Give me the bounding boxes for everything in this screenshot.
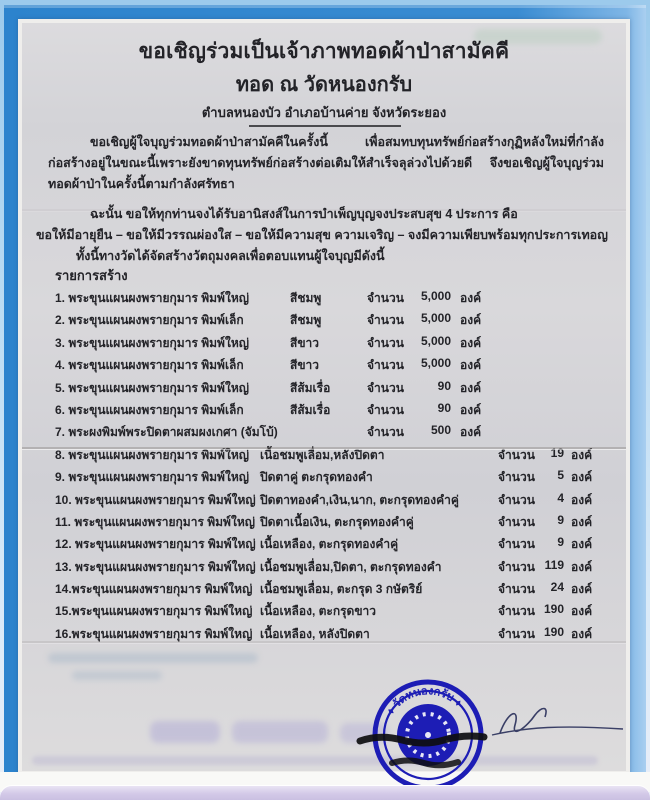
item-amount-label: จำนวน xyxy=(498,514,535,529)
item-amount-label: จำนวน xyxy=(498,559,535,574)
item-amount-label: จำนวน xyxy=(367,380,404,395)
bleedthrough-handwriting xyxy=(48,653,258,663)
list-item xyxy=(22,309,626,331)
item-description: สีส้มเรื่อ xyxy=(290,380,331,395)
item-label: 4. พระขุนแผนผงพรายกุมาร พิมพ์เล็ก xyxy=(55,358,244,373)
blessing-line-2: ขอให้มีอายุยืน – ขอให้มีวรรณผ่องใส – ขอให้มีความสุข ความเจริญ – จงมีความเพียบพร้อมทุกประการเทอญ xyxy=(36,228,608,242)
item-unit: องค์ xyxy=(571,582,593,597)
item-label: 15.พระขุนแผนผงพรายกุมาร พิมพ์ใหญ่ xyxy=(55,604,253,619)
item-quantity: 190 xyxy=(543,624,564,639)
item-quantity: 4 xyxy=(557,490,564,505)
item-amount-label: จำนวน xyxy=(367,313,404,328)
item-description: สีขาว xyxy=(290,335,320,350)
item-quantity: 190 xyxy=(543,602,564,617)
item-unit: องค์ xyxy=(571,514,593,529)
item-description: สีชมพู xyxy=(290,291,322,305)
intro-paragraph: ขอเชิญผู้ใจบุญร่วมทอดผ้าป่าสามัคคีในครั้งนี้ เพื่อสมทบทุนทรัพย์ก่อสร้างกุฏิหลังใหม่ที่กำลังก่อสร้างอยู่ในขณะนี้เพราะยังขาดทุนทรัพย์ก่อสร้างต่อเติมให้สำเร็จลุล่วงไปด้วยดี จึงขอเชิญผู้ใจบุญร่วมทอดผ้าป่าในครั้งนี้ตามกำลังศรัทธา xyxy=(48,135,604,191)
item-quantity: 5,000 xyxy=(420,333,451,348)
bleedthrough-text xyxy=(150,721,220,743)
item-amount-label: จำนวน xyxy=(367,358,404,373)
list-item xyxy=(22,556,626,578)
item-label: 12. พระขุนแผนผงพรายกุมาร พิมพ์ใหญ่ xyxy=(55,537,256,552)
item-label: 14.พระขุนแผนผงพรายกุมาร พิมพ์ใหญ่ xyxy=(55,582,253,597)
blessing-line-3: ทั้งนี้ทางวัดได้จัดสร้างวัตถุมงคลเพื่อตอบแทนผู้ใจบุญมีดังนี้ xyxy=(76,249,385,263)
signature-line xyxy=(492,727,623,735)
document-title: ขอเชิญร่วมเป็นเจ้าภาพทอดผ้าป่าสามัคคี xyxy=(138,40,510,63)
item-label: 9. พระขุนแผนผงพรายกุมาร พิมพ์ใหญ่ xyxy=(55,470,249,485)
item-label: 16.พระขุนแผนผงพรายกุมาร พิมพ์ใหญ่ xyxy=(55,626,253,641)
item-description: สีชมพู xyxy=(290,313,322,328)
item-unit: องค์ xyxy=(460,291,482,305)
signature-overlay xyxy=(342,653,626,800)
item-unit: องค์ xyxy=(571,626,593,641)
item-description: เนื้อชมพูเลื่อม,ปิดตา, ตะกรุดทองคำ xyxy=(260,559,442,574)
item-label: 10. พระขุนแผนผงพรายกุมาร พิมพ์ใหญ่ xyxy=(55,492,256,507)
list-item xyxy=(22,466,626,488)
item-description: ปิดตาเนื้อเงิน, ตะกรุดทองคำคู่ xyxy=(260,514,414,529)
item-label: 7. พระผงพิมพ์พระปิดตาผสมผงเกศา (จัมโบ้) xyxy=(55,425,278,440)
bottom-lavender-band xyxy=(0,786,650,800)
item-description: ปิดตาทองคำ,เงิน,นาก, ตะกรุดทองคำคู่ xyxy=(260,492,459,507)
paper-crease xyxy=(22,447,626,449)
item-label: 2. พระขุนแผนผงพรายกุมาร พิมพ์เล็ก xyxy=(55,313,244,328)
item-quantity: 5 xyxy=(557,468,564,483)
item-unit: องค์ xyxy=(460,425,482,440)
item-unit: องค์ xyxy=(460,335,482,350)
item-amount-label: จำนวน xyxy=(367,402,404,417)
item-amount-label: จำนวน xyxy=(498,604,535,619)
item-unit: องค์ xyxy=(460,358,482,373)
title-divider-line xyxy=(249,125,401,127)
list-item xyxy=(22,533,626,555)
item-unit: องค์ xyxy=(571,537,593,552)
document-paper xyxy=(22,23,626,771)
item-label: 3. พระขุนแผนผงพรายกุมาร พิมพ์ใหญ่ xyxy=(55,335,249,350)
list-item xyxy=(22,489,626,511)
list-item xyxy=(22,377,626,399)
amulet-list xyxy=(22,287,626,645)
item-unit: องค์ xyxy=(460,380,482,395)
stamp-temple-name: ♦ วัดหนองกรับ ♦ xyxy=(384,685,465,718)
item-label: 1. พระขุนแผนผงพรายกุมาร พิมพ์ใหญ่ xyxy=(55,291,249,305)
item-quantity: 119 xyxy=(544,557,564,572)
item-label: 11. พระขุนแผนผงพรายกุมาร พิมพ์ใหญ่ xyxy=(55,514,255,529)
item-amount-label: จำนวน xyxy=(498,447,535,462)
item-amount-label: จำนวน xyxy=(498,492,535,507)
item-amount-label: จำนวน xyxy=(367,291,404,305)
item-amount-label: จำนวน xyxy=(498,626,535,641)
item-label: 5. พระขุนแผนผงพรายกุมาร พิมพ์ใหญ่ xyxy=(55,380,249,395)
item-amount-label: จำนวน xyxy=(498,537,535,552)
item-quantity: 90 xyxy=(437,378,451,393)
document-subtitle: ทอด ณ วัดหนองกรับ xyxy=(235,74,413,96)
stamped-name-text xyxy=(360,736,484,743)
item-label: 6. พระขุนแผนผงพรายกุมาร พิมพ์เล็ก xyxy=(55,402,244,417)
list-item xyxy=(22,354,626,376)
item-description: สีส้มเรื่อ xyxy=(290,402,331,417)
item-amount-label: จำนวน xyxy=(498,582,535,597)
bleedthrough-text xyxy=(232,721,328,743)
item-amount-label: จำนวน xyxy=(498,470,535,485)
item-description: เนื้อเหลือง, หลังปิดตา xyxy=(260,626,370,641)
list-item xyxy=(22,332,626,354)
item-unit: องค์ xyxy=(571,604,593,619)
paper-crease xyxy=(22,641,626,643)
item-unit: องค์ xyxy=(571,447,593,462)
item-quantity: 9 xyxy=(557,512,564,527)
list-item xyxy=(22,421,626,443)
item-quantity: 5,000 xyxy=(420,289,451,303)
item-description: เนื้อเหลือง, ตะกรุดขาว xyxy=(260,604,377,619)
item-description: สีขาว xyxy=(290,358,320,373)
item-quantity: 90 xyxy=(437,400,451,415)
item-unit: องค์ xyxy=(460,402,482,417)
item-label: 8. พระขุนแผนผงพรายกุมาร พิมพ์ใหญ่ xyxy=(55,447,249,462)
item-unit: องค์ xyxy=(571,559,593,574)
item-description: ปิดตาคู่ ตะกรุดทองคำ xyxy=(260,470,373,485)
list-header: รายการสร้าง xyxy=(55,268,128,283)
item-quantity: 9 xyxy=(557,535,564,550)
item-unit: องค์ xyxy=(571,492,593,507)
list-item xyxy=(22,287,626,309)
bleedthrough-handwriting xyxy=(72,671,162,680)
list-item xyxy=(22,600,626,622)
list-item xyxy=(22,399,626,421)
item-description: เนื้อเหลือง, ตะกรุดทองคำคู่ xyxy=(260,537,399,552)
stamped-name-text xyxy=(392,761,458,766)
document-location-line: ตำบลหนองบัว อำเภอบ้านค่าย จังหวัดระยอง xyxy=(201,105,447,120)
list-item xyxy=(22,578,626,600)
item-amount-label: จำนวน xyxy=(367,425,404,440)
item-label: 13. พระขุนแผนผงพรายกุมาร พิมพ์ใหญ่ xyxy=(55,559,256,574)
item-quantity: 19 xyxy=(550,445,564,460)
item-quantity: 5,000 xyxy=(420,356,451,371)
item-quantity: 500 xyxy=(430,423,451,438)
item-description: เนื้อชมพูเลื่อม, ตะกรุด 3 กษัตริย์ xyxy=(260,582,423,597)
item-description: เนื้อชมพูเลื่อม,หลังปิดตา xyxy=(260,447,385,462)
item-unit: องค์ xyxy=(460,313,482,328)
item-amount-label: จำนวน xyxy=(367,335,404,350)
list-item xyxy=(22,511,626,533)
blessing-line-1: ฉะนั้น ขอให้ทุกท่านจงได้รับอานิสงส์ในการบำเพ็ญบุญจงประสบสุข 4 ประการ คือ xyxy=(90,207,518,221)
item-quantity: 24 xyxy=(550,580,564,595)
item-unit: องค์ xyxy=(571,470,593,485)
item-quantity: 5,000 xyxy=(420,311,451,326)
